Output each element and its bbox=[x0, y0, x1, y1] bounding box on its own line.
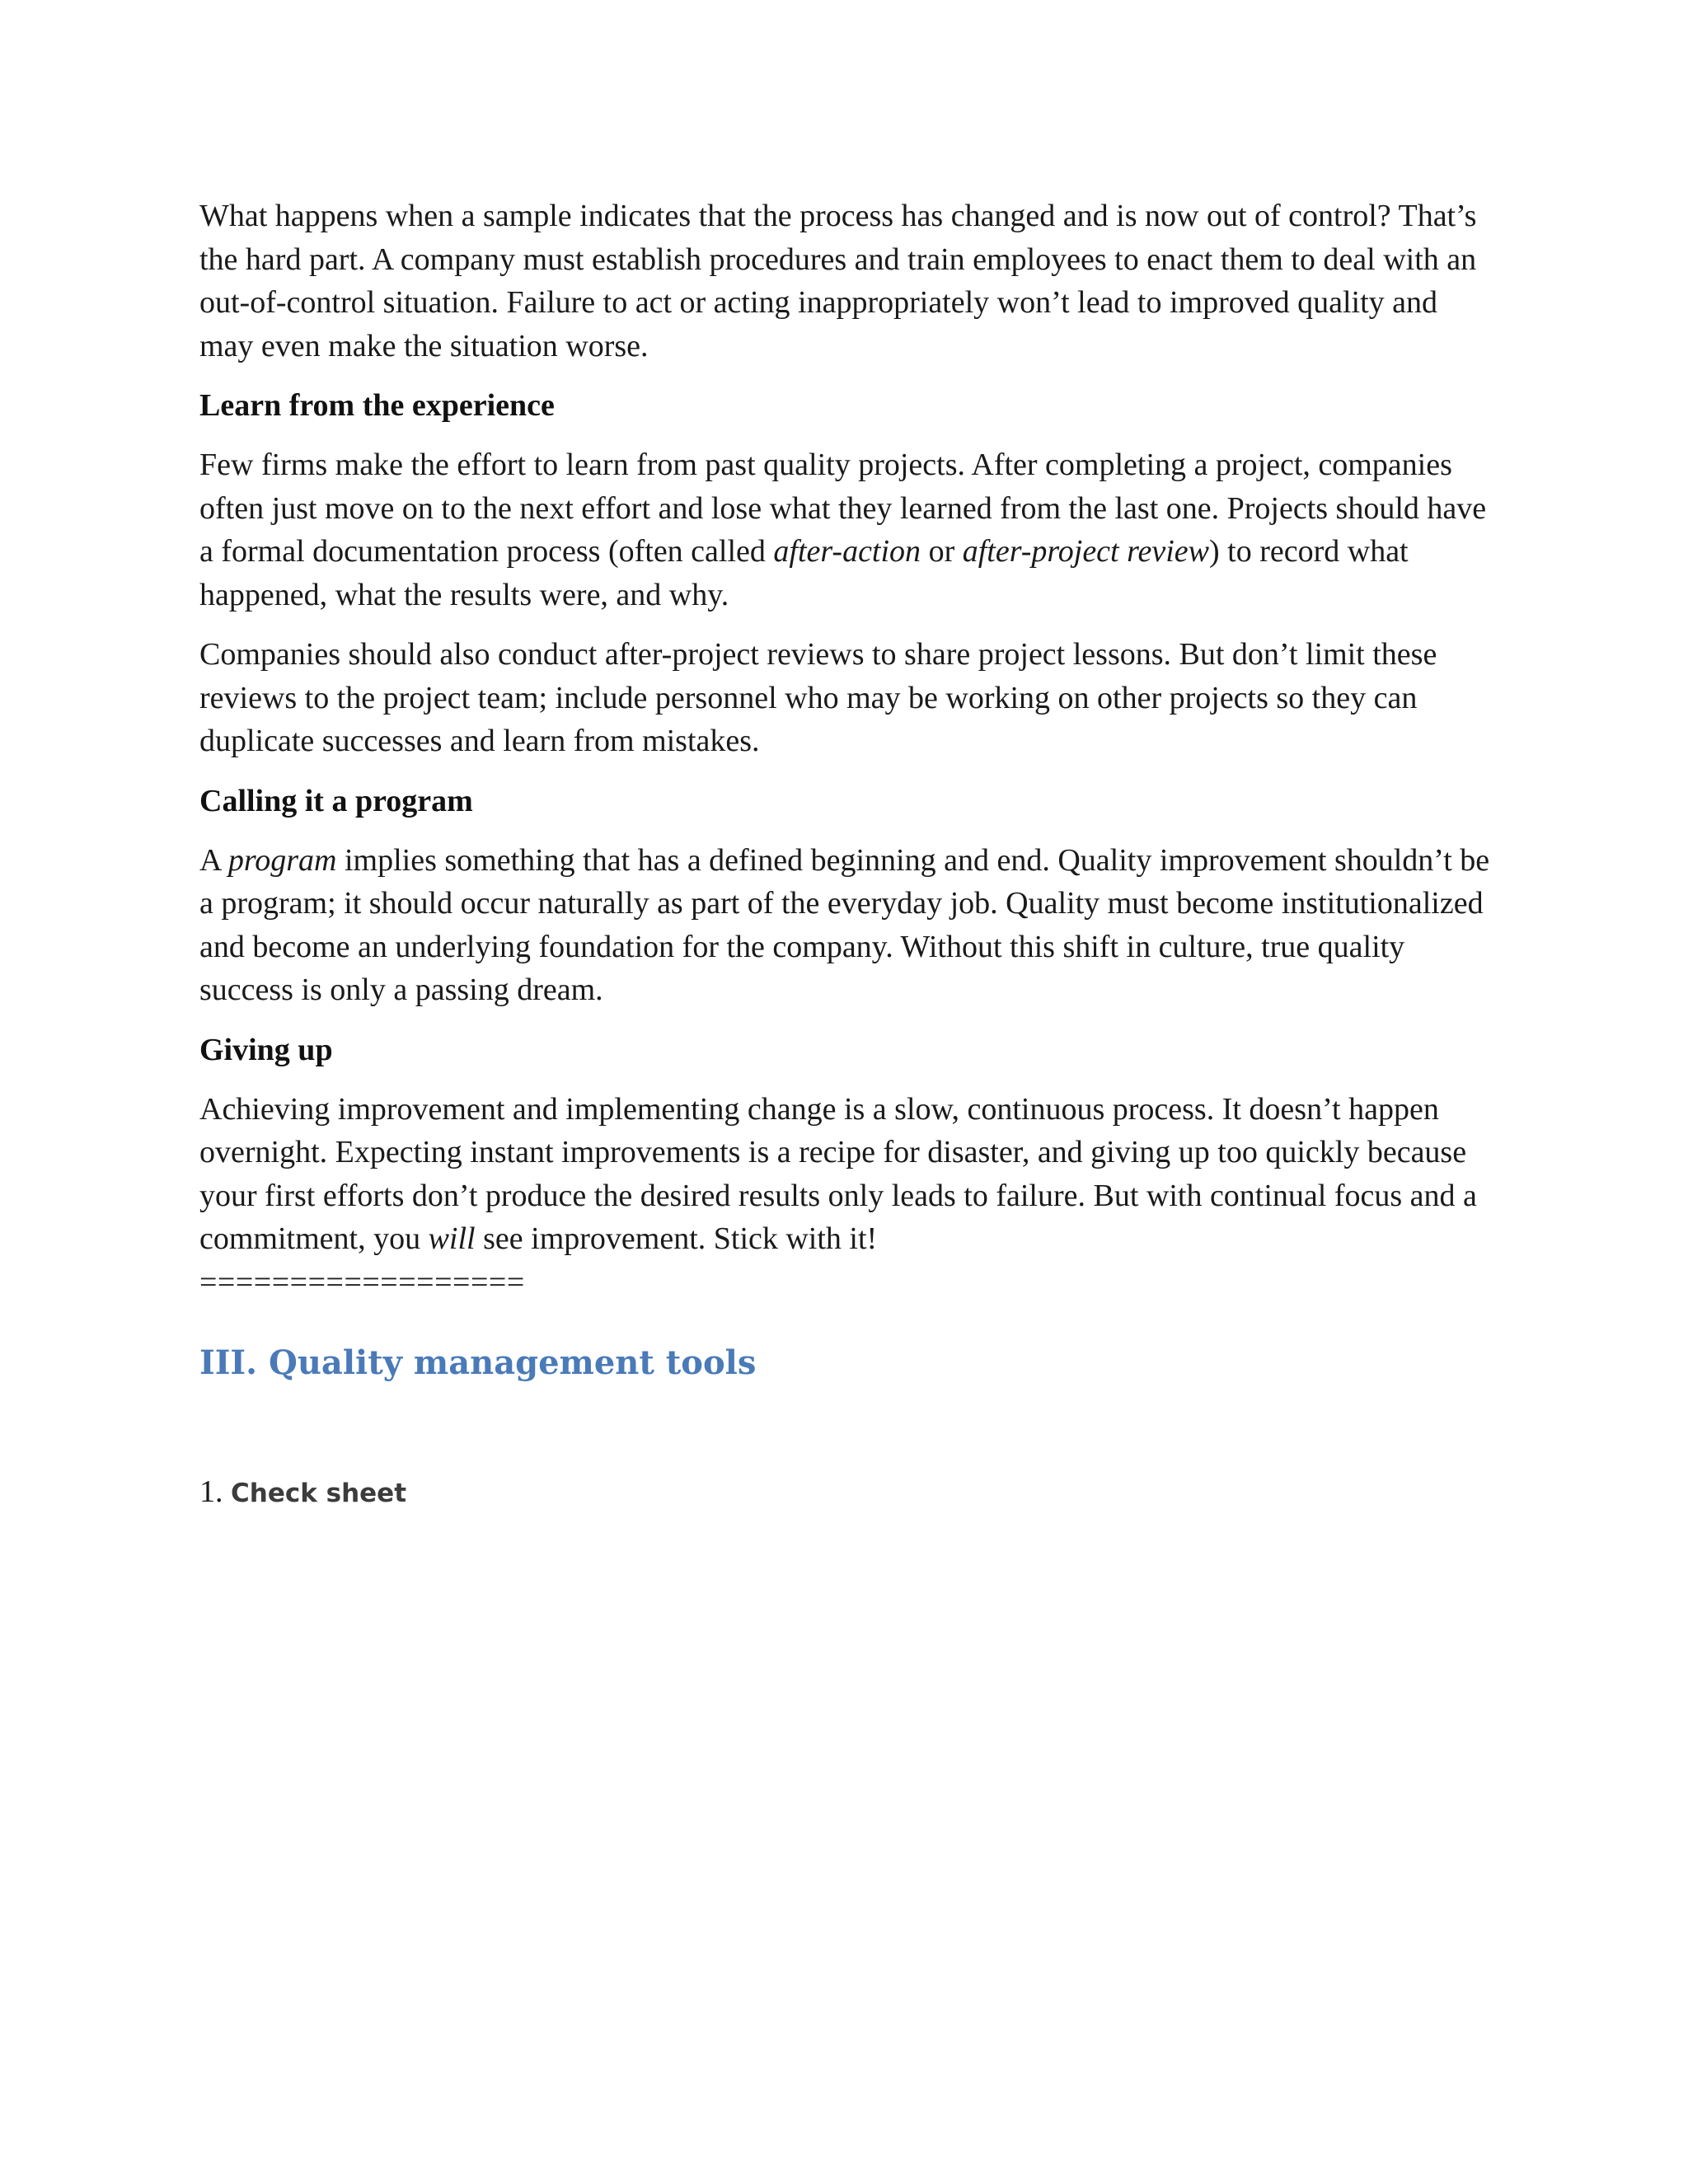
program-text-b: implies something that has a defined beginning and end. Quality improvement shouldn’t be a program; it should occur naturally as part of the everyday job. Quality must become institutionalized and become an underlying foundation for the company. Without this shift in culture, true quality success is only a passing dream. bbox=[199, 842, 1490, 1007]
learn-paragraph-2: Companies should also conduct after-project reviews to share project lessons. But don’t limit these reviews to the project team; include personnel who may be working on other projects so they can duplicate successes and learn from mistakes. bbox=[199, 637, 1437, 758]
separator-line: ================== bbox=[199, 1264, 525, 1300]
section-title-quality-management-tools: III. Quality management tools bbox=[199, 1343, 757, 1382]
document-body bbox=[199, 194, 1493, 1515]
intro-paragraph: What happens when a sample indicates that the process has changed and is now out of control? That’s the hard part. A company must establish procedures and train employees to enact them to deal with an out-of-control situation. Failure to act or acting inappropriately won’t lead to improved quality and may even make the situation worse. bbox=[199, 199, 1477, 363]
subsection-label: Check sheet bbox=[231, 1479, 407, 1508]
subsection-check-sheet bbox=[199, 1470, 1493, 1515]
giving-up-text-a: Achieving improvement and implementing change is a slow, continuous process. It doesn’t happen overnight. Expecting instant improvements is a recipe for disaster, and giving up too quickly because your first efforts don’t produce the desired results only leads to failure. But with continual focus and a commitment, you bbox=[199, 1091, 1477, 1256]
heading-giving-up: Giving up bbox=[199, 1032, 333, 1067]
learn-p1-em-after-project-review: after-project review bbox=[962, 534, 1209, 569]
learn-p1-em-after-action: after-action bbox=[773, 534, 921, 569]
program-paragraph bbox=[199, 839, 1493, 1012]
program-em-program: program bbox=[227, 842, 337, 878]
learn-p1-text-a: Few firms make the effort to learn from past quality projects. After completing a project, companies often just move on to the next effort and lose what they learned from the last one. Projects should have a formal documentation process (often called bbox=[199, 448, 1487, 569]
learn-p1-text-b: or bbox=[921, 534, 963, 569]
learn-paragraph-1 bbox=[199, 443, 1493, 616]
subsection-number: 1. bbox=[199, 1474, 223, 1509]
program-text-a: A bbox=[199, 842, 228, 878]
heading-learn-from-experience: Learn from the experience bbox=[199, 388, 555, 423]
learn-p1-text-c: ) to record what happened, what the results were, and why. bbox=[199, 534, 1409, 612]
giving-up-paragraph bbox=[199, 1088, 1493, 1261]
giving-up-text-b: see improvement. Stick with it! bbox=[475, 1221, 878, 1256]
heading-calling-it-a-program: Calling it a program bbox=[199, 783, 473, 818]
giving-up-em-will: will bbox=[428, 1221, 476, 1256]
